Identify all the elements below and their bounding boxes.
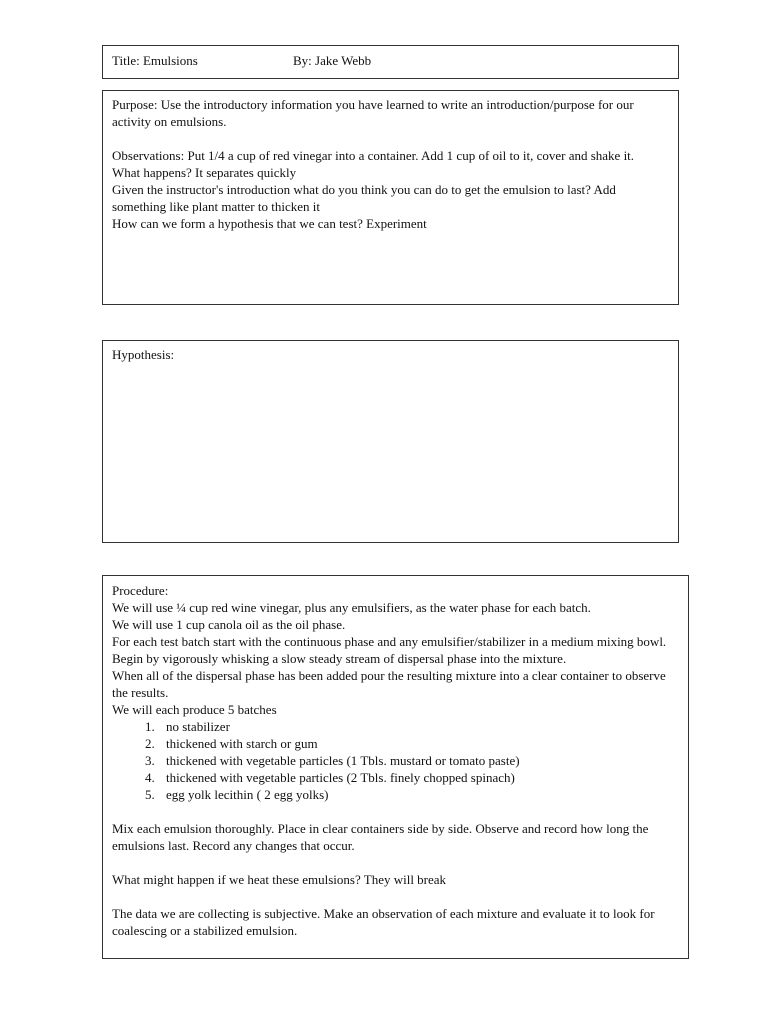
batch-list <box>112 718 679 803</box>
hypothesis-box <box>102 340 679 543</box>
batch-item: 5. egg yolk lecithin ( 2 egg yolks) <box>158 786 679 803</box>
title-box <box>102 45 679 79</box>
batch-item: 1. no stabilizer <box>158 718 679 735</box>
procedure-line: Begin by vigorously whisking a slow steady stream of dispersal phase into the mixture. <box>112 651 567 666</box>
document-title: Title: Emulsions <box>112 53 198 68</box>
observations-text: Observations: Put 1/4 a cup of red vinegar into a container. Add 1 cup of oil to it, cover and shake it. <box>112 148 635 163</box>
batch-item: 4. thickened with vegetable particles (2 Tbls. finely chopped spinach) <box>158 769 679 786</box>
batch-item: 3. thickened with vegetable particles (1 Tbls. mustard or tomato paste) <box>158 752 679 769</box>
procedure-line: We will use 1 cup canola oil as the oil phase. <box>112 617 346 632</box>
hypothesis-question-text: How can we form a hypothesis that we can test? Experiment <box>112 216 427 231</box>
procedure-label: Procedure: <box>112 583 169 598</box>
heat-text: What might happen if we heat these emulsions? They will break <box>112 872 447 887</box>
author: By: Jake Webb <box>293 53 372 68</box>
procedure-line: When all of the dispersal phase has been added pour the resulting mixture into a clear container to observe the results. <box>112 668 666 700</box>
mix-text: Mix each emulsion thoroughly. Place in clear containers side by side. Observe and record how long the emulsions last. Record any changes that occur. <box>112 821 649 853</box>
data-text: The data we are collecting is subjective. Make an observation of each mixture and evaluate it to look for coalescing or a stabilized emulsion. <box>112 906 655 938</box>
procedure-line: For each test batch start with the continuous phase and any emulsifier/stabilizer in a medium mixing bowl. <box>112 634 667 649</box>
procedure-line: We will use ¼ cup red wine vinegar, plus any emulsifiers, as the water phase for each batch. <box>112 600 591 615</box>
what-happens-text: What happens? It separates quickly <box>112 165 297 180</box>
hypothesis-label: Hypothesis: <box>112 347 175 362</box>
procedure-box <box>102 575 689 959</box>
given-text: Given the instructor's introduction what do you think you can do to get the emulsion to last? Add something like plant matter to thicken it <box>112 182 616 214</box>
purpose-text: Purpose: Use the introductory information you have learned to write an introduction/purpose for our activity on emulsions. <box>112 97 634 129</box>
batch-item: 2. thickened with starch or gum <box>158 735 679 752</box>
procedure-line: We will each produce 5 batches <box>112 702 277 717</box>
purpose-box <box>102 90 679 305</box>
